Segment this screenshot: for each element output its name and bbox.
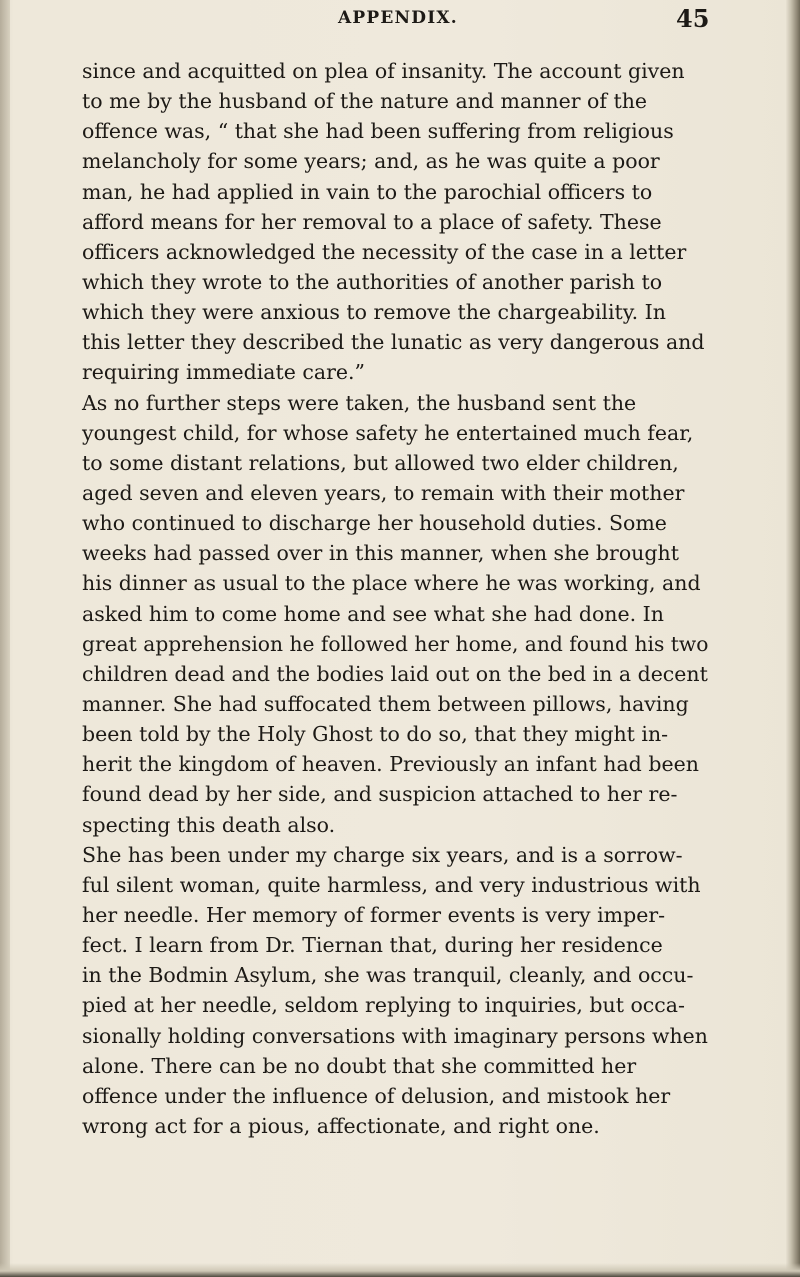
text-line: great apprehension he followed her home, and found his two bbox=[82, 631, 709, 656]
text-line: melancholy for some years; and, as he was quite a poor bbox=[82, 149, 660, 174]
text-line: who continued to discharge her household duties. Some bbox=[82, 511, 667, 536]
page-bottom-edge bbox=[0, 1263, 800, 1277]
text-line: offence under the influence of delusion, and mistook her bbox=[82, 1083, 671, 1108]
text-line: officers acknowledged the necessity of the case in a letter bbox=[82, 239, 687, 264]
text-line: wrong act for a pious, affectionate, and right one. bbox=[82, 1113, 600, 1138]
text-line: which they were anxious to remove the chargeability. In bbox=[82, 300, 666, 325]
page-header bbox=[0, 4, 800, 40]
text-line: man, he had applied in vain to the parochial officers to bbox=[82, 179, 653, 204]
text-line: youngest child, for whose safety he entertained much fear, bbox=[82, 420, 694, 445]
text-line: As no further steps were taken, the husband sent the bbox=[82, 390, 637, 415]
text-line: fect. I learn from Dr. Tiernan that, during her residence bbox=[82, 933, 663, 958]
running-head: APPENDIX. bbox=[338, 8, 458, 28]
text-line: offence was, “ that she had been suffering from religious bbox=[82, 119, 674, 144]
text-line: which they wrote to the authorities of another parish to bbox=[82, 269, 663, 294]
page-right-edge bbox=[786, 0, 800, 1277]
text-line: in the Bodmin Asylum, she was tranquil, cleanly, and occu- bbox=[82, 963, 694, 988]
text-line: found dead by her side, and suspicion attached to her re- bbox=[82, 782, 678, 807]
text-line: to me by the husband of the nature and manner of the bbox=[82, 89, 648, 114]
text-line: afford means for her removal to a place of safety. These bbox=[82, 209, 662, 234]
text-line: been told by the Holy Ghost to do so, that they might in- bbox=[82, 722, 669, 747]
body-text bbox=[82, 56, 708, 1141]
text-line: She has been under my charge six years, and is a sorrow- bbox=[82, 842, 683, 867]
text-line: weeks had passed over in this manner, when she brought bbox=[82, 541, 679, 566]
text-line: ful silent woman, quite harmless, and very industrious with bbox=[82, 872, 701, 897]
text-line: her needle. Her memory of former events is very imper- bbox=[82, 902, 666, 927]
text-line: aged seven and eleven years, to remain with their mother bbox=[82, 480, 685, 505]
text-line: this letter they described the lunatic as very dangerous and bbox=[82, 330, 705, 355]
page-left-edge bbox=[0, 0, 10, 1277]
text-line: his dinner as usual to the place where he was working, and bbox=[82, 571, 701, 596]
text-line: alone. There can be no doubt that she committed her bbox=[82, 1053, 637, 1078]
page-number: 45 bbox=[676, 4, 710, 33]
text-line: since and acquitted on plea of insanity. The account given bbox=[82, 59, 685, 83]
text-line: to some distant relations, but allowed two elder children, bbox=[82, 450, 679, 475]
text-line: requiring immediate care.” bbox=[82, 360, 365, 385]
text-line: sionally holding conversations with imaginary persons when bbox=[82, 1023, 708, 1048]
text-line: specting this death also. bbox=[82, 812, 336, 837]
text-line: children dead and the bodies laid out on the bed in a decent bbox=[82, 661, 708, 686]
text-line: manner. She had suffocated them between pillows, having bbox=[82, 691, 689, 716]
text-line: herit the kingdom of heaven. Previously an infant had been bbox=[82, 752, 699, 777]
text-line: asked him to come home and see what she had done. In bbox=[82, 601, 664, 626]
text-line: pied at her needle, seldom replying to inquiries, but occa- bbox=[82, 993, 685, 1018]
